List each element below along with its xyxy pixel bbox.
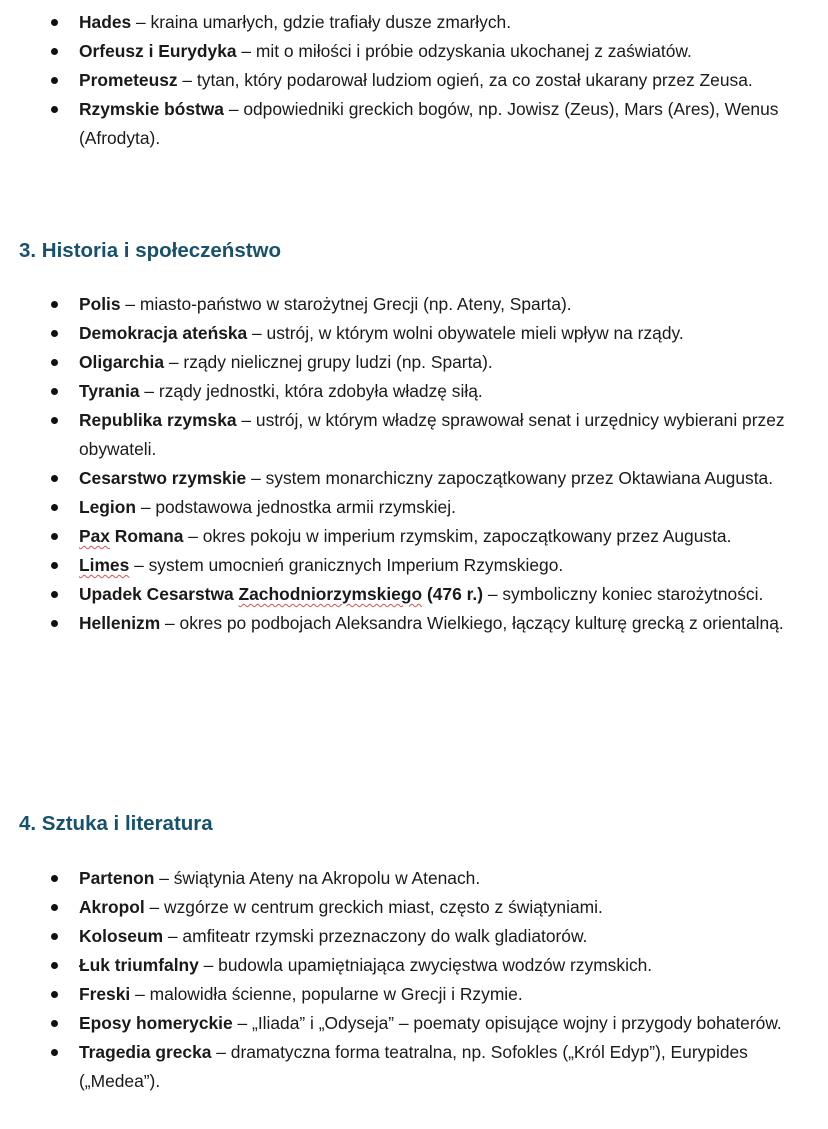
- term-part: Upadek Cesarstwa: [79, 584, 239, 604]
- list-item: [0, 37, 828, 66]
- term: Partenon: [79, 868, 155, 888]
- definition: – system monarchiczny zapoczątkowany przez Oktawiana Augusta.: [246, 468, 774, 488]
- term: Freski: [79, 984, 131, 1004]
- list-item: [0, 8, 828, 37]
- definition: – dramatyczna forma teatralna, np. Sofokles („Król Edyp”), Eurypides („Medea”).: [79, 1042, 748, 1091]
- definition: – malowidła ścienne, popularne w Grecji i Rzymie.: [130, 984, 523, 1004]
- spellcheck-word: Pax: [79, 526, 110, 546]
- term: Tragedia grecka: [79, 1042, 212, 1062]
- definition: – „Iliada” i „Odyseja” – poematy opisujące wojny i przygody bohaterów.: [232, 1013, 782, 1033]
- list-item: [0, 609, 828, 638]
- list-item: [0, 1038, 828, 1096]
- definition: – miasto-państwo w starożytnej Grecji (np. Ateny, Sparta).: [120, 294, 572, 314]
- term: Koloseum: [79, 926, 164, 946]
- term: [79, 584, 483, 604]
- list-item: [0, 893, 828, 922]
- term: Łuk triumfalny: [79, 955, 199, 975]
- definition: – mit o miłości i próbie odzyskania ukochanej z zaświatów.: [236, 41, 692, 61]
- term: Prometeusz: [79, 70, 178, 90]
- definition: – okres pokoju w imperium rzymskim, zapoczątkowany przez Augusta.: [183, 526, 732, 546]
- definition: – odpowiedniki greckich bogów, np. Jowisz (Zeus), Mars (Ares), Wenus (Afrodyta).: [79, 99, 779, 148]
- definition: – symboliczny koniec starożytności.: [483, 584, 764, 604]
- definition: – wzgórze w centrum greckich miast, często z świątyniami.: [144, 897, 603, 917]
- list-item: [0, 377, 828, 406]
- term: [79, 526, 183, 546]
- section-heading-history: 3. Historia i społeczeństwo: [19, 239, 282, 262]
- term: Akropol: [79, 897, 145, 917]
- list-item: [0, 493, 828, 522]
- term-part: (476 r.): [422, 584, 484, 604]
- term: Demokracja ateńska: [79, 323, 248, 343]
- definition: – rządy nielicznej grupy ludzi (np. Sparta).: [164, 352, 493, 372]
- list-item: [0, 922, 828, 951]
- definition: – świątynia Ateny na Akropolu w Atenach.: [154, 868, 481, 888]
- list-item: [0, 580, 828, 609]
- term: Hades: [79, 12, 132, 32]
- list-item: [0, 864, 828, 893]
- list-item: [0, 1009, 828, 1038]
- list-item: [0, 522, 828, 551]
- term: Cesarstwo rzymskie: [79, 468, 247, 488]
- definition: – tytan, który podarował ludziom ogień, za co został ukarany przez Zeusa.: [177, 70, 753, 90]
- term: Orfeusz i Eurydyka: [79, 41, 237, 61]
- definition: – ustrój, w którym wolni obywatele mieli wpływ na rządy.: [247, 323, 684, 343]
- list-item: [0, 551, 828, 580]
- bullet-list-mythology: [0, 8, 828, 153]
- list-item: [0, 464, 828, 493]
- term: Rzymskie bóstwa: [79, 99, 224, 119]
- term: Republika rzymska: [79, 410, 237, 430]
- definition: – system umocnień granicznych Imperium Rzymskiego.: [129, 555, 564, 575]
- list-item: [0, 319, 828, 348]
- spellcheck-word: Zachodniorzymskiego: [238, 584, 423, 604]
- list-item: [0, 95, 828, 153]
- term: Legion: [79, 497, 136, 517]
- definition: – amfiteatr rzymski przeznaczony do walk gladiatorów.: [163, 926, 588, 946]
- definition: – ustrój, w którym władzę sprawował senat i urzędnicy wybierani przez obywateli.: [79, 410, 785, 459]
- definition: – rządy jednostki, która zdobyła władzę siłą.: [139, 381, 483, 401]
- bullet-list-history: [0, 290, 828, 638]
- definition: – okres po podbojach Aleksandra Wielkiego, łączący kulturę grecką z orientalną.: [160, 613, 784, 633]
- term-part: Romana: [109, 526, 184, 546]
- section-heading-art: 4. Sztuka i literatura: [19, 812, 213, 835]
- term: Eposy homeryckie: [79, 1013, 233, 1033]
- list-item: [0, 348, 828, 377]
- bullet-list-art: [0, 864, 828, 1096]
- definition: – podstawowa jednostka armii rzymskiej.: [136, 497, 456, 517]
- list-item: [0, 406, 828, 464]
- term: Hellenizm: [79, 613, 161, 633]
- term: Oligarchia: [79, 352, 165, 372]
- list-item: [0, 290, 828, 319]
- list-item: [0, 980, 828, 1009]
- term: Polis: [79, 294, 121, 314]
- list-item: [0, 66, 828, 95]
- list-item: [0, 951, 828, 980]
- definition: – budowla upamiętniająca zwycięstwa wodzów rzymskich.: [198, 955, 653, 975]
- term: Limes: [79, 555, 130, 575]
- term: Tyrania: [79, 381, 140, 401]
- definition: – kraina umarłych, gdzie trafiały dusze zmarłych.: [131, 12, 512, 32]
